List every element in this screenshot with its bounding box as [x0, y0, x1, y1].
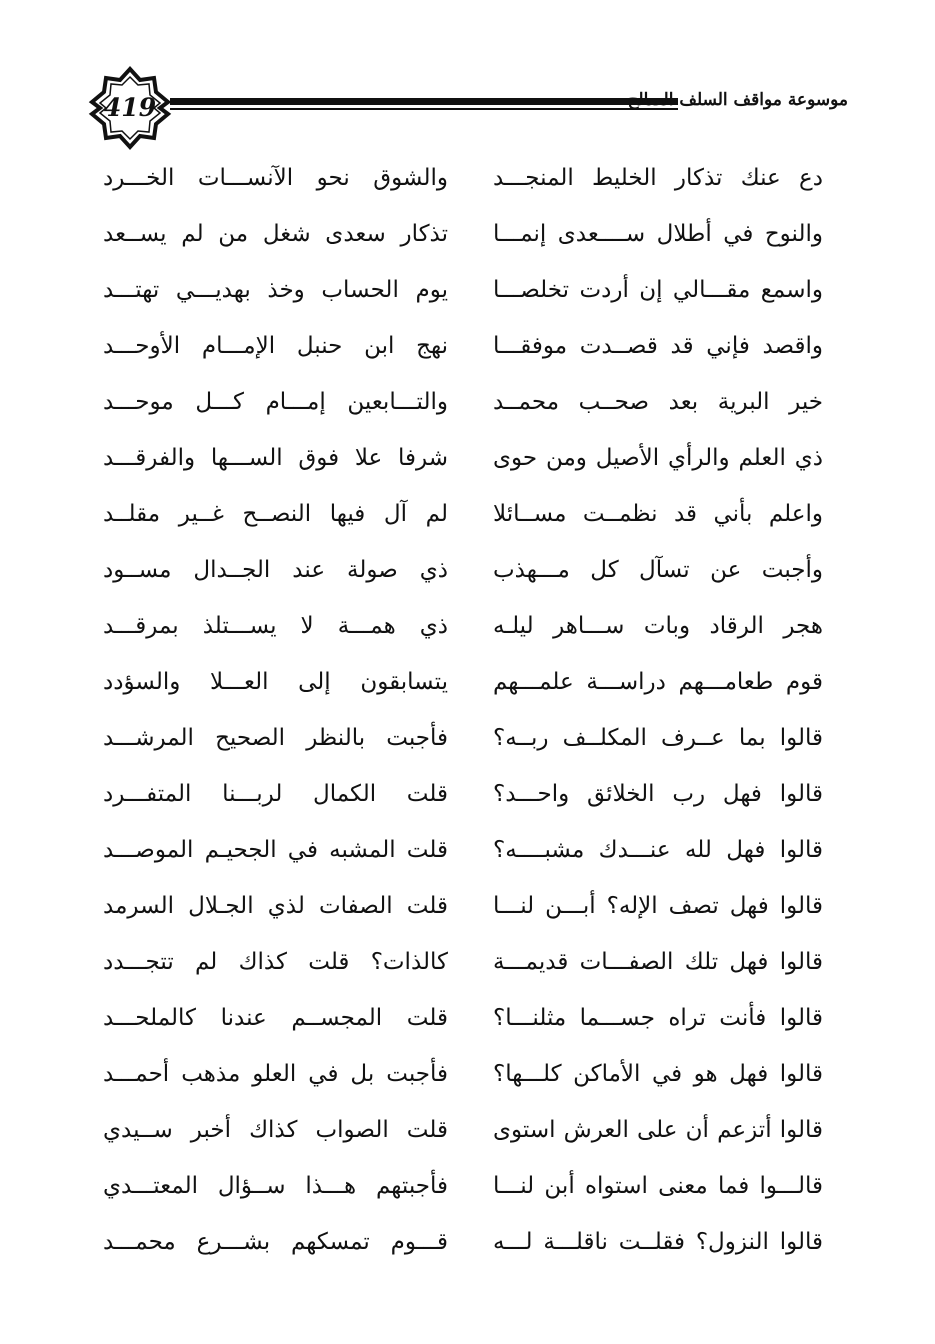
verse-first-hemistich: قالوا فهل تصف الإله؟ أبـــن لنـــا [493, 893, 823, 919]
verse-row [95, 486, 835, 542]
verse-second-hemistich: قلت الصواب كذاك أخبر ســيدي [103, 1117, 448, 1143]
verse-second-hemistich: يتسابقون إلى العـــلا والسؤدد [103, 669, 448, 695]
verse-row [95, 262, 835, 318]
verse-row [95, 542, 835, 598]
verse-row [95, 1102, 835, 1158]
verse-row [95, 318, 835, 374]
verse-first-hemistich: خير البرية بعد صحــب محمــد [493, 389, 823, 415]
verse-second-hemistich: شرفا علا فوق الســـها والفرقـــد [103, 445, 448, 471]
verse-row [95, 822, 835, 878]
verse-second-hemistich: يوم الحساب وخذ بهديـــي تهتـــد [103, 277, 448, 303]
verse-row [95, 206, 835, 262]
verse-row [95, 654, 835, 710]
verse-first-hemistich: والنوح في أطلال ســــعدى إنمـــا [493, 221, 823, 247]
verse-row [95, 990, 835, 1046]
verse-first-hemistich: واسمع مقـــالي إن أردت تخلصـــا [493, 277, 823, 303]
verse-row [95, 1046, 835, 1102]
verse-row [95, 934, 835, 990]
poem-body [95, 150, 835, 1280]
verse-first-hemistich: قالوا فهل هو في الأماكن كلـــها؟ [493, 1061, 823, 1087]
verse-first-hemistich: دع عنك تذكار الخليط المنجـــد [493, 165, 823, 191]
verse-row [95, 878, 835, 934]
verse-first-hemistich: ذي العلم والرأي الأصيل ومن حوى [493, 445, 823, 471]
verse-row [95, 1158, 835, 1214]
verse-second-hemistich: قلت المجســم عندنا كالملحـــد [103, 1005, 448, 1031]
verse-first-hemistich: قالوا فهل رب الخلائق واحـــد؟ [493, 781, 823, 807]
verse-second-hemistich: قـــوم تمسكهم بشـــرع محمـــد [103, 1229, 448, 1255]
verse-row [95, 766, 835, 822]
verse-second-hemistich: فأجبتهم هـــذا ســؤال المعتـــدي [103, 1173, 448, 1199]
verse-second-hemistich: كالذات؟ قلت كذاك لم تتجـــدد [103, 949, 448, 975]
verse-second-hemistich: تذكار سعدى شغل من لم يســعد [103, 221, 448, 247]
verse-first-hemistich: قالوا بما عــرف المكلــف ربــه؟ [493, 725, 823, 751]
header-rule-thick [170, 98, 678, 105]
verse-first-hemistich: قالوا فهل تلك الصفـــات قديمـــة [493, 949, 823, 975]
verse-second-hemistich: ذي صولة عند الجــدال مســود [103, 557, 448, 583]
verse-second-hemistich: قلت المشبه في الجحيـم الموصـــد [103, 837, 448, 863]
verse-second-hemistich: نهج ابن حنبل الإمـــام الأوحـــد [103, 333, 448, 359]
header-rule [170, 98, 678, 112]
verse-row [95, 374, 835, 430]
page-number-badge [88, 66, 172, 150]
verse-row [95, 1214, 835, 1270]
verse-second-hemistich: والشوق نحو الآنســـات الخـــرد [103, 165, 448, 191]
verse-second-hemistich: لم آل فيها النصــح غــير مقلــد [103, 501, 448, 527]
verse-first-hemistich: واعلم بأني قد نظمــت مســائلا [493, 501, 823, 527]
verse-second-hemistich: فأجبت بل في العلو مذهب أحمـــد [103, 1061, 448, 1087]
verse-second-hemistich: قلت الصفات لذي الجـلال السرمد [103, 893, 448, 919]
verse-row [95, 430, 835, 486]
verse-row [95, 710, 835, 766]
book-title: موسوعة مواقف السلف الصالح [627, 90, 848, 110]
verse-second-hemistich: فأجبت بالنظر الصحيح المرشـــد [103, 725, 448, 751]
header-rule-thin [170, 108, 678, 110]
verse-row [95, 598, 835, 654]
verse-first-hemistich: واقصد فإني قد قصــدت موفقـــا [493, 333, 823, 359]
verse-first-hemistich: قالـــوا فما معنى استواه أبن لنـــا [493, 1173, 823, 1199]
verse-row [95, 150, 835, 206]
running-header [88, 66, 848, 150]
verse-first-hemistich: قالوا النزول؟ فقلــت ناقلـــة لـــه [493, 1229, 823, 1255]
verse-first-hemistich: قالوا فهل لله عنـــدك مشبــــه؟ [493, 837, 823, 863]
verse-second-hemistich: والتـــابعين إمـــام كـــل موحـــد [103, 389, 448, 415]
verse-second-hemistich: ذي همـــة لا يســـتلذ بمرقـــد [103, 613, 448, 639]
verse-first-hemistich: قالوا أتزعم أن على العرش استوى [493, 1117, 823, 1143]
verse-first-hemistich: قوم طعامـــهم دراســـة علمـــهم [493, 669, 823, 695]
verse-first-hemistich: هجر الرقاد وبات ســـاهر ليلـه [493, 613, 823, 639]
verse-first-hemistich: وأجبت عن تسآل كل مـــهذب [493, 557, 823, 583]
page-number: 419 [103, 93, 157, 122]
verse-first-hemistich: قالوا فأنت تراه جســـما مثلنـــا؟ [493, 1005, 823, 1031]
verse-second-hemistich: قلت الكمال لربـــنا المتفـــرد [103, 781, 448, 807]
